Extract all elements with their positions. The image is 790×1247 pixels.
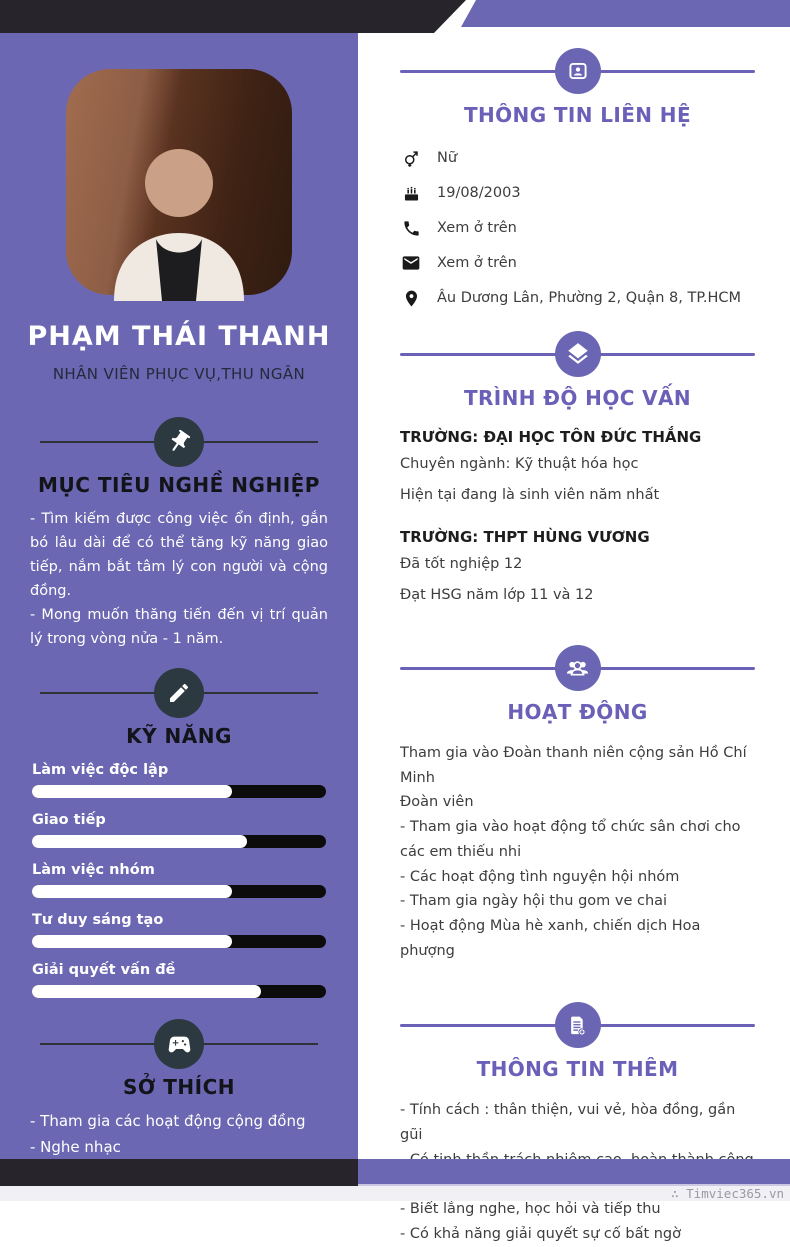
- hobbies-title: SỞ THÍCH: [122, 1075, 236, 1099]
- skills-divider: [28, 668, 330, 718]
- skill-row: [32, 812, 326, 848]
- bottom-band-purple: [358, 1159, 790, 1186]
- skill-bar: [32, 985, 326, 998]
- skill-row: [32, 862, 326, 898]
- hobby-item: - Tham gia các hoạt động cộng đồng: [30, 1112, 306, 1130]
- birthday-value: 19/08/2003: [437, 185, 521, 201]
- skill-bar-fill: [32, 985, 261, 998]
- contact-divider: [400, 48, 755, 94]
- contact-row: [400, 148, 755, 168]
- hobbies-divider: [28, 1019, 330, 1069]
- additional-line: - Tính cách : thân thiện, vui vẻ, hòa đồng, gần gũi: [400, 1102, 736, 1144]
- contact-row: [400, 218, 755, 238]
- objective-divider: [28, 417, 330, 467]
- skill-row: [32, 762, 326, 798]
- contact-row: [400, 288, 755, 308]
- skill-label: Làm việc nhóm: [32, 862, 155, 878]
- layers-icon: [555, 331, 601, 377]
- birthday-cake-icon: [400, 183, 422, 204]
- gender-value: Nữ: [437, 150, 458, 166]
- additional-line: - Có khả năng giải quyết sự cố bất ngờ: [400, 1225, 682, 1242]
- skill-row: [32, 912, 326, 948]
- objective-line: - Mong muốn thăng tiến đến vị trí quản lý trong vòng nửa - 1 năm.: [30, 607, 328, 647]
- watermark-link[interactable]: ∴ Timviec365.vn: [671, 1186, 784, 1201]
- skill-bar-fill: [32, 835, 247, 848]
- skills-list: [32, 762, 326, 998]
- objective-title: MỤC TIÊU NGHỀ NGHIỆP: [38, 473, 320, 497]
- education-title: TRÌNH ĐỘ HỌC VẤN: [463, 386, 692, 410]
- phone-value: Xem ở trên: [437, 220, 517, 236]
- activities-list: [400, 741, 755, 963]
- skills-title: KỸ NĂNG: [126, 724, 232, 748]
- skill-label: Tư duy sáng tạo: [32, 912, 164, 928]
- contact-card-icon: [555, 48, 601, 94]
- phone-icon: [400, 219, 422, 238]
- candidate-name: PHẠM THÁI THANH: [27, 321, 331, 352]
- education-divider: [400, 331, 755, 377]
- main-content: [358, 27, 790, 1247]
- activity-line: - Các hoạt động tình nguyện hội nhóm: [400, 868, 680, 885]
- pencil-icon: [154, 668, 204, 718]
- skill-bar: [32, 835, 326, 848]
- activities-title: HOẠT ĐỘNG: [507, 700, 648, 724]
- person-silhouette-icon: [84, 131, 274, 301]
- mail-icon: [400, 253, 422, 273]
- people-group-icon: [555, 645, 601, 691]
- education-line: Hiện tại đang là sinh viên năm nhất: [400, 487, 660, 503]
- education-entry: [400, 528, 755, 608]
- skill-bar-fill: [32, 785, 232, 798]
- additional-line: - Biết lắng nghe, học hỏi và tiếp thu: [400, 1201, 661, 1218]
- skill-label: Làm việc độc lập: [32, 762, 169, 778]
- skill-bar: [32, 935, 326, 948]
- activity-line: - Tham gia vào hoạt động tổ chức sân chơi cho các em thiếu nhi: [400, 819, 741, 860]
- skill-bar-fill: [32, 885, 232, 898]
- education-entry: [400, 428, 755, 508]
- contact-list: [400, 148, 755, 308]
- activities-divider: [400, 645, 755, 691]
- additional-divider: [400, 1002, 755, 1048]
- school-name: TRƯỜNG: THPT HÙNG VƯƠNG: [400, 528, 650, 546]
- job-title: NHÂN VIÊN PHỤC VỤ,THU NGÂN: [52, 365, 306, 383]
- education-line: Đã tốt nghiệp 12: [400, 556, 523, 572]
- location-pin-icon: [400, 289, 422, 308]
- contact-row: [400, 253, 755, 273]
- gender-icon: [400, 148, 422, 169]
- contact-row: [400, 183, 755, 203]
- bottom-band: [0, 1159, 790, 1186]
- skill-bar-fill: [32, 935, 232, 948]
- bottom-band-dark: [0, 1159, 358, 1186]
- activity-line: - Tham gia ngày hội thu gom ve chai: [400, 893, 668, 910]
- activity-line: Đoàn viên: [400, 794, 474, 811]
- sidebar: [0, 33, 358, 1159]
- additional-title: THÔNG TIN THÊM: [476, 1057, 679, 1082]
- document-plus-icon: [555, 1002, 601, 1048]
- hobby-item: - Nghe nhạc: [30, 1138, 121, 1156]
- skill-label: Giao tiếp: [32, 812, 106, 828]
- activity-line: Tham gia vào Đoàn thanh niên cộng sản Hồ Chí Minh: [400, 745, 747, 786]
- skill-bar: [32, 885, 326, 898]
- top-right-ribbon: [456, 0, 790, 27]
- skill-row: [32, 962, 326, 998]
- profile-photo: [66, 69, 292, 295]
- pushpin-icon: [154, 417, 204, 467]
- skill-label: Giải quyết vấn đề: [32, 962, 176, 978]
- skill-bar: [32, 785, 326, 798]
- objective-line: - Tìm kiếm được công việc ổn định, gắn bó lâu dài để có thể tăng kỹ năng giao tiếp, nắm bắt tâm lý con người và cộng đồng.: [30, 511, 328, 599]
- footer-strip: [0, 1186, 790, 1201]
- school-name: TRƯỜNG: ĐẠI HỌC TÔN ĐỨC THẮNG: [400, 428, 702, 446]
- education-line: Đạt HSG năm lớp 11 và 12: [400, 587, 594, 603]
- objective-text: [30, 507, 328, 651]
- mail-value: Xem ở trên: [437, 255, 517, 271]
- address-value: Âu Dương Lân, Phường 2, Quận 8, TP.HCM: [437, 290, 741, 306]
- gamepad-icon: [154, 1019, 204, 1069]
- contact-title: THÔNG TIN LIÊN HỆ: [463, 103, 692, 127]
- activity-line: - Hoạt động Mùa hè xanh, chiến dịch Hoa phượng: [400, 917, 701, 959]
- education-line: Chuyên ngành: Kỹ thuật hóa học: [400, 456, 639, 472]
